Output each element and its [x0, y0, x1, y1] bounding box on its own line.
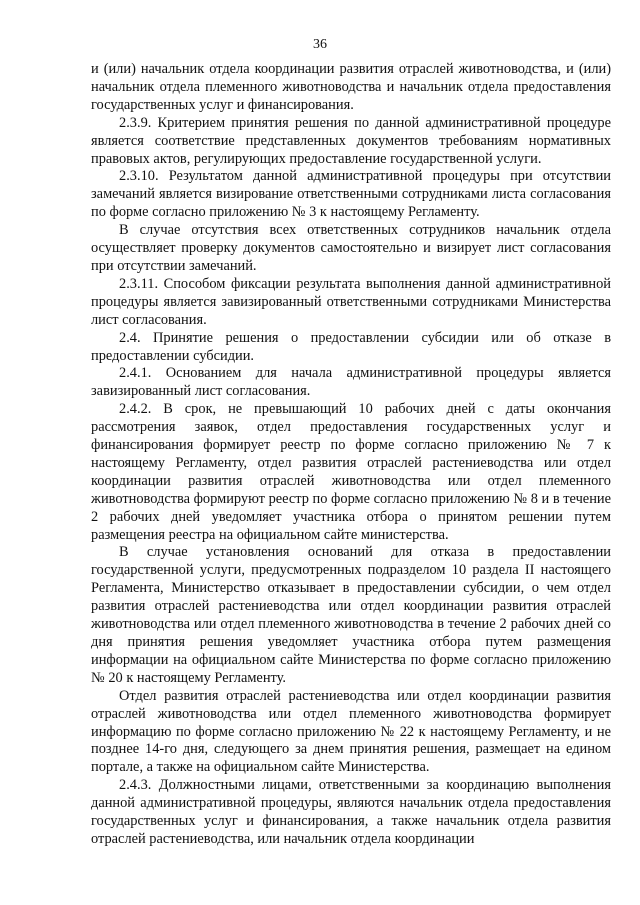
- paragraph-refusal: В случае установления оснований для отказа в предоставлении государственной услуги, предусмотренных подразделом 10 раздела II настоящего Регламента, Министерство отказывает в предоставлении субсидии, о чем отдел развития отраслей растениеводства или отдел координации развития отраслей животноводства или отдел племенного животноводства в течение 2 рабочих дней со дня принятия решения уведомляет участника отбора путем размещения информации на официальном сайте Министерства по форме согласно приложению № 20 к настоящему Регламенту.: [91, 544, 611, 686]
- document-body: [91, 61, 611, 849]
- paragraph-2-3-11: 2.3.11. Способом фиксации результата выполнения данной административной процедуры является завизированный ответственными сотрудниками Министерства лист согласования.: [91, 275, 611, 328]
- paragraph-2-4-2: 2.4.2. В срок, не превышающий 10 рабочих дней с даты окончания рассмотрения заявок, отдел предоставления государственных услуг и финансирования формирует реестр по форме согласно приложению № 7 к настоящему Регламенту, отдел развития отраслей растениеводства или отдел координации развития отраслей животноводства или отдел племенного животноводства формируют реестр по форме согласно приложению № 8 и в течение 2 рабочих дней уведомляет участника отбора о принятом решении путем размещения реестра на официальном сайте министерства.: [91, 401, 611, 543]
- paragraph-2-4-1: 2.4.1. Основанием для начала административной процедуры является завизированный лист согласования.: [91, 365, 611, 400]
- paragraph-information-publication: Отдел развития отраслей растениеводства или отдел координации развития отраслей животноводства или отдел племенного животноводства формирует информацию по форме согласно приложению № 22 к настоящему Регламенту, и не позднее 14-го дня, следующего за днем принятия решения, размещает на едином портале, а также на официальном сайте Министерства.: [91, 687, 611, 776]
- paragraph-2-4-3: 2.4.3. Должностными лицами, ответственными за координацию выполнения данной административной процедуры, являются начальник отдела предоставления государственных услуг и финансирования, а также начальник отдела развития отраслей растениеводства, или начальник отдела координации: [91, 777, 611, 847]
- paragraph-2-3-10: 2.3.10. Результатом данной административной процедуры при отсутствии замечаний является визирование ответственными сотрудниками листа согласования по форме согласно приложению № 3 к настоящему Регламенту.: [91, 168, 611, 221]
- page-number: 36: [313, 37, 327, 52]
- paragraph-continuation: и (или) начальник отдела координации развития отраслей животноводства, и (или) начальник отдела племенного животноводства и начальник отдела предоставления государственных услуг и финансирования.: [91, 61, 611, 113]
- paragraph-absence-of-staff: В случае отсутствия всех ответственных сотрудников начальник отдела осуществляет проверку документов самостоятельно и визирует лист согласования при отсутствии замечаний.: [91, 222, 611, 274]
- paragraph-2-3-9: 2.3.9. Критерием принятия решения по данной административной процедуре является соответствие представленных документов требованиям нормативных правовых актов, регулирующих предоставление государственной услуги.: [91, 114, 611, 167]
- paragraph-2-4: 2.4. Принятие решения о предоставлении субсидии или об отказе в предоставлении субсидии.: [91, 329, 611, 364]
